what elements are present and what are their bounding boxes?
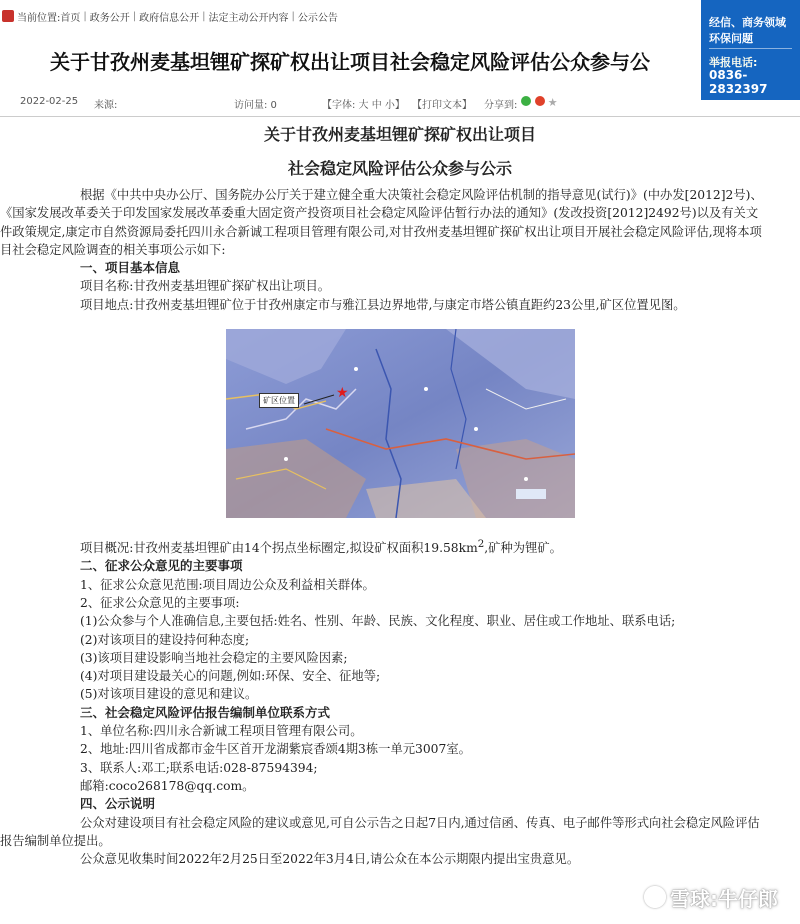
contact-company: 1、单位名称:四川永合新诚工程项目管理有限公司。 <box>80 724 363 739</box>
breadcrumb-separator: | <box>83 10 87 22</box>
xueqiu-logo-icon <box>644 886 666 908</box>
visit-count: 访问量: 0 <box>234 100 277 111</box>
breadcrumb-separator: | <box>132 10 137 22</box>
breadcrumb-notices[interactable]: 公示公告 <box>297 12 338 24</box>
area-unit-superscript: 2 <box>477 538 485 550</box>
watermark-text: 雪球:牛仔郎 <box>670 887 778 911</box>
breadcrumb-home[interactable]: 首页 <box>60 12 81 24</box>
mine-location-map <box>226 329 575 518</box>
section3-heading: 三、社会稳定风险评估报告编制单位联系方式 <box>80 704 331 720</box>
contact-email[interactable]: 邮箱:coco268178@qq.com。 <box>80 778 255 793</box>
s2-subitem: (1)公众参与个人准确信息,主要包括:姓名、性别、年龄、民族、文化程度、职业、居住或工作地址、联系电话; <box>80 614 676 629</box>
breadcrumb-gov-info[interactable]: 政府信息公开 <box>139 12 200 24</box>
notice-paragraph-1-wrap <box>0 814 770 851</box>
project-overview-tail: ,矿种为锂矿。 <box>484 541 562 556</box>
project-location: 项目地点:甘孜州麦基坦锂矿位于甘孜州康定市与雅江县边界地带,与康定市塔公镇直距约23公里,矿区位置见图。 <box>80 297 686 312</box>
hotline-line1: 经信、商务领域 <box>709 16 786 29</box>
s2-item-1: 1、征求公众意见范围:项目周边公众及利益相关群体。 <box>80 577 375 592</box>
report-hotline-panel[interactable] <box>701 0 800 100</box>
mine-location-star-icon: ★ <box>336 385 349 401</box>
s2-subitem: (5)对该项目建设的意见和建议。 <box>80 687 258 702</box>
section2-heading: 二、征求公众意见的主要事项 <box>80 558 243 574</box>
share-label: 分享到: <box>484 100 518 111</box>
article-body <box>0 186 770 314</box>
hotline-label: 举报电话: <box>709 56 758 69</box>
section1-heading: 一、项目基本信息 <box>80 260 181 276</box>
notice-paragraph-2: 公众意见收集时间2022年2月25日至2022年3月4日,请公众在本公示期限内提出宝贵意见。 <box>80 852 580 867</box>
doc-title-line1: 关于甘孜州麦基坦锂矿探矿权出让项目 <box>263 125 536 144</box>
hotline-line2: 环保问题 <box>709 32 753 45</box>
project-name: 项目名称:甘孜州麦基坦锂矿探矿权出让项目。 <box>80 279 331 294</box>
intro-paragraph-wrap <box>0 186 770 259</box>
weibo-icon[interactable] <box>535 96 545 106</box>
breadcrumb-prefix: 当前位置: <box>17 12 61 24</box>
breadcrumb-separator: | <box>291 10 295 22</box>
breadcrumb-gov-open[interactable]: 政务公开 <box>89 12 130 24</box>
s2-item-2: 2、征求公众意见的主要事项: <box>80 595 240 610</box>
contact-address: 2、地址:四川省成都市金牛区首开龙湖紫宸香颂4期3栋一单元3007室。 <box>80 742 471 757</box>
publish-date: 2022-02-25 <box>20 96 79 107</box>
font-size-switch[interactable]: 【字体: 大 中 小】 <box>322 100 405 111</box>
article-meta <box>20 96 558 111</box>
project-overview <box>80 535 770 557</box>
s2-subitem: (2)对该项目的建设持何种态度; <box>80 632 250 647</box>
mine-location-label: 矿区位置 <box>259 393 299 408</box>
s2-subitem: (4)对项目建设最关心的问题,例如:环保、安全、征地等; <box>80 669 381 684</box>
notice-paragraph-1: 公众对建设项目有社会稳定风险的建议或意见,可自公示告之日起7日内,通过信函、传真、电子邮件等形式向社会稳定风险评估报告编制单位提出。 <box>0 815 760 848</box>
page-title: 关于甘孜州麦基坦锂矿探矿权出让项目社会稳定风险评估公众参与公 <box>50 50 650 74</box>
breadcrumb <box>0 6 338 26</box>
source-label: 来源: <box>94 100 118 111</box>
intro-paragraph: 根据《中共中央办公厅、国务院办公厅关于建立健全重大决策社会稳定风险评估机制的指导意见(试行)》(中办发[2012]2号)、《国家发展改革委关于印发国家发展改革委重大固定资产投资项目社会稳定风险评估暂行办法的通知》(发改投资[2012]2492号)以及有关文件政策规定,康定市自然资源局委托四川永合新诚工程项目管理有限公司,对甘孜州麦基坦锂矿探矿权出让项目开展社会稳定风险评估,现将本项目社会稳定风险调查的相关事项公示如下: <box>0 188 763 257</box>
print-button[interactable]: 【打印文本】 <box>412 100 472 111</box>
hotline-phone: 0836-2832397 <box>709 68 768 96</box>
map-image <box>226 329 575 518</box>
share-icons <box>521 96 557 111</box>
project-overview-text: 项目概况:甘孜州麦基坦锂矿由14个拐点坐标圈定,拟设矿权面积19.58km <box>80 541 478 556</box>
breadcrumb-separator: | <box>202 10 206 22</box>
watermark <box>644 883 778 912</box>
doc-title-line2: 社会稳定风险评估公众参与公示 <box>287 159 512 178</box>
s2-subitem: (3)该项目建设影响当地社会稳定的主要风险因素; <box>80 650 348 665</box>
contact-person: 3、联系人:邓工;联系电话:028-87594394; <box>80 760 318 775</box>
header-divider <box>0 116 800 117</box>
hotline-divider <box>709 48 792 49</box>
breadcrumb-statutory[interactable]: 法定主动公开内容 <box>208 12 289 24</box>
favorite-star-icon[interactable]: ★ <box>547 96 558 109</box>
article-body-continued <box>0 535 770 868</box>
wechat-icon[interactable] <box>521 96 531 106</box>
home-icon <box>2 10 14 22</box>
section4-heading: 四、公示说明 <box>80 796 156 812</box>
